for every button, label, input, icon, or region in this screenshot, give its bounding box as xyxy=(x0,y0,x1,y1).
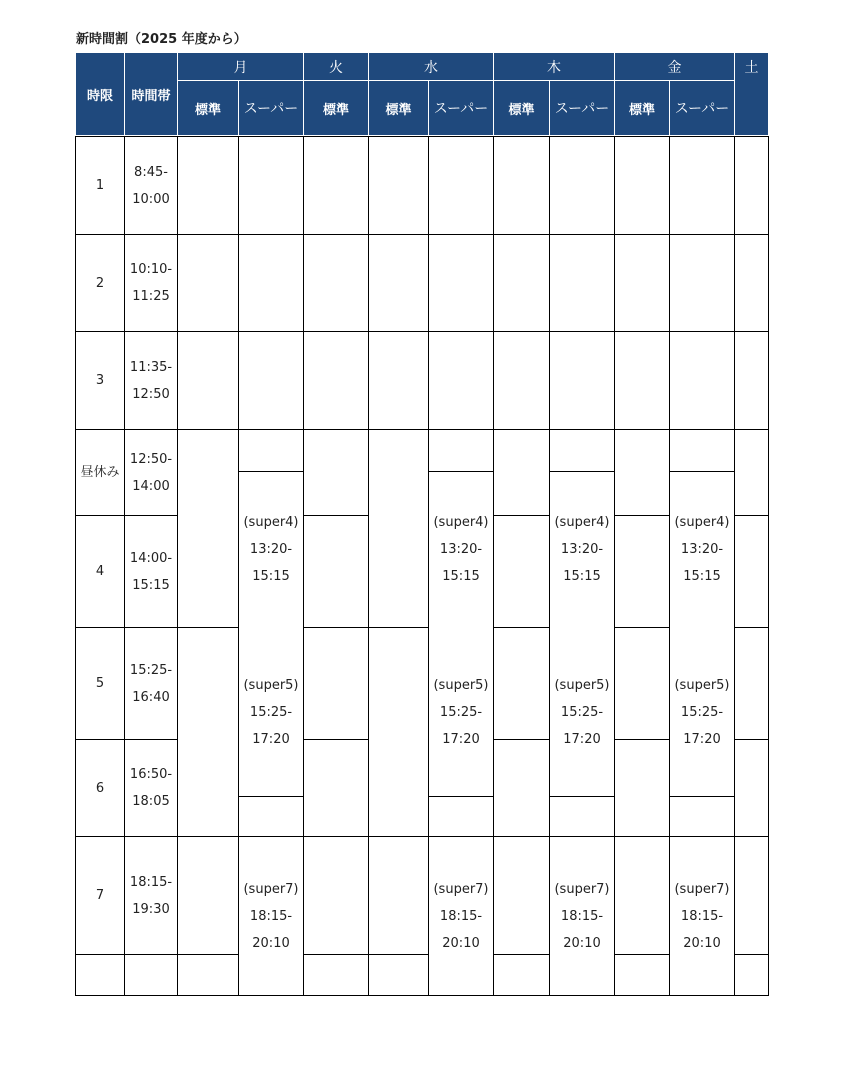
period-time: 12:50- 14:00 xyxy=(129,451,173,494)
grid-line xyxy=(734,954,768,955)
page-title: 新時間割（2025 年度から） xyxy=(76,32,247,47)
grid-line xyxy=(493,954,550,955)
grid-line xyxy=(614,739,670,740)
period-time: 10:10- 11:25 xyxy=(129,262,173,304)
super-slot-mon-7: (super7) 18:15- 20:10 xyxy=(243,881,299,951)
grid-line xyxy=(76,136,768,137)
period-time: 11:35- 12:50 xyxy=(129,359,173,402)
grid-line xyxy=(614,515,670,516)
grid-line xyxy=(549,796,615,797)
grid-line xyxy=(734,627,768,628)
period-label: 4 xyxy=(95,564,105,579)
header-day-wed: 水 xyxy=(424,59,438,76)
header-standard: 標準 xyxy=(385,102,412,118)
period-time: 18:15- 19:30 xyxy=(129,874,173,917)
grid-line xyxy=(76,995,768,996)
super-slot-wed-7: (super7) 18:15- 20:10 xyxy=(433,881,489,951)
grid-line xyxy=(76,836,768,837)
grid-line xyxy=(76,429,768,430)
grid-line xyxy=(428,796,494,797)
grid-line xyxy=(76,331,768,332)
header-super: スーパー xyxy=(243,101,299,117)
super-slot-mon-4: (super4) 13:20- 15:15 xyxy=(243,515,299,584)
header-standard: 標準 xyxy=(194,102,221,118)
super-slot-thu-7: (super7) 18:15- 20:10 xyxy=(554,881,610,951)
header-super: スーパー xyxy=(433,101,489,117)
grid-line xyxy=(669,796,735,797)
period-label: 6 xyxy=(95,780,105,796)
super-slot-wed-5: (super5) 15:25- 17:20 xyxy=(433,677,489,747)
header-standard: 標準 xyxy=(322,102,349,118)
header-day-mon: 月 xyxy=(233,59,248,76)
header-super: スーパー xyxy=(554,101,610,117)
grid-line xyxy=(303,136,304,996)
grid-line xyxy=(303,627,429,628)
super-slot-fri-7: (super7) 18:15- 20:10 xyxy=(674,881,730,951)
grid-line xyxy=(493,136,494,996)
period-label: 2 xyxy=(95,275,105,291)
period-label: 7 xyxy=(95,888,105,903)
period-label: 5 xyxy=(95,676,105,691)
grid-line xyxy=(177,136,178,996)
grid-line xyxy=(493,739,550,740)
grid-line xyxy=(76,234,768,235)
grid-line xyxy=(734,739,768,740)
grid-line xyxy=(303,954,429,955)
header-standard: 標準 xyxy=(628,102,655,118)
super-slot-thu-4: (super4) 13:20- 15:15 xyxy=(554,515,610,584)
header-day-fri: 金 xyxy=(667,59,682,76)
grid-line xyxy=(493,515,550,516)
grid-line xyxy=(768,136,769,996)
period-time: 15:25- 16:40 xyxy=(129,662,173,705)
header-day-sat: 土 xyxy=(744,60,759,76)
grid-line xyxy=(614,954,670,955)
grid-line xyxy=(734,515,768,516)
header-super: スーパー xyxy=(674,101,730,117)
period-label-lunch: 昼休み xyxy=(80,464,120,480)
period-label: 3 xyxy=(95,373,105,388)
grid-line xyxy=(303,515,369,516)
grid-line xyxy=(76,954,239,955)
super-slot-thu-5: (super5) 15:25- 17:20 xyxy=(554,677,610,747)
header-standard: 標準 xyxy=(508,102,535,118)
period-time: 16:50- 18:05 xyxy=(129,767,173,809)
super-slot-fri-4: (super4) 13:20- 15:15 xyxy=(674,515,730,584)
header-day-thu: 木 xyxy=(547,59,561,76)
period-time: 14:00- 15:15 xyxy=(129,550,173,593)
header-period: 時限 xyxy=(86,88,113,104)
grid-line xyxy=(368,136,369,996)
grid-line xyxy=(238,796,304,797)
grid-line xyxy=(303,739,369,740)
period-time: 8:45- 10:00 xyxy=(132,164,170,207)
super-slot-wed-4: (super4) 13:20- 15:15 xyxy=(433,515,489,584)
grid-line xyxy=(493,627,550,628)
super-slot-fri-5: (super5) 15:25- 17:20 xyxy=(674,677,730,747)
grid-line xyxy=(614,627,670,628)
header-time: 時間帯 xyxy=(131,88,171,104)
grid-line xyxy=(614,136,615,996)
super-slot-mon-5: (super5) 15:25- 17:20 xyxy=(243,677,299,747)
period-label: 1 xyxy=(95,178,105,193)
header-day-tue: 火 xyxy=(329,59,343,76)
grid-line xyxy=(734,136,735,996)
